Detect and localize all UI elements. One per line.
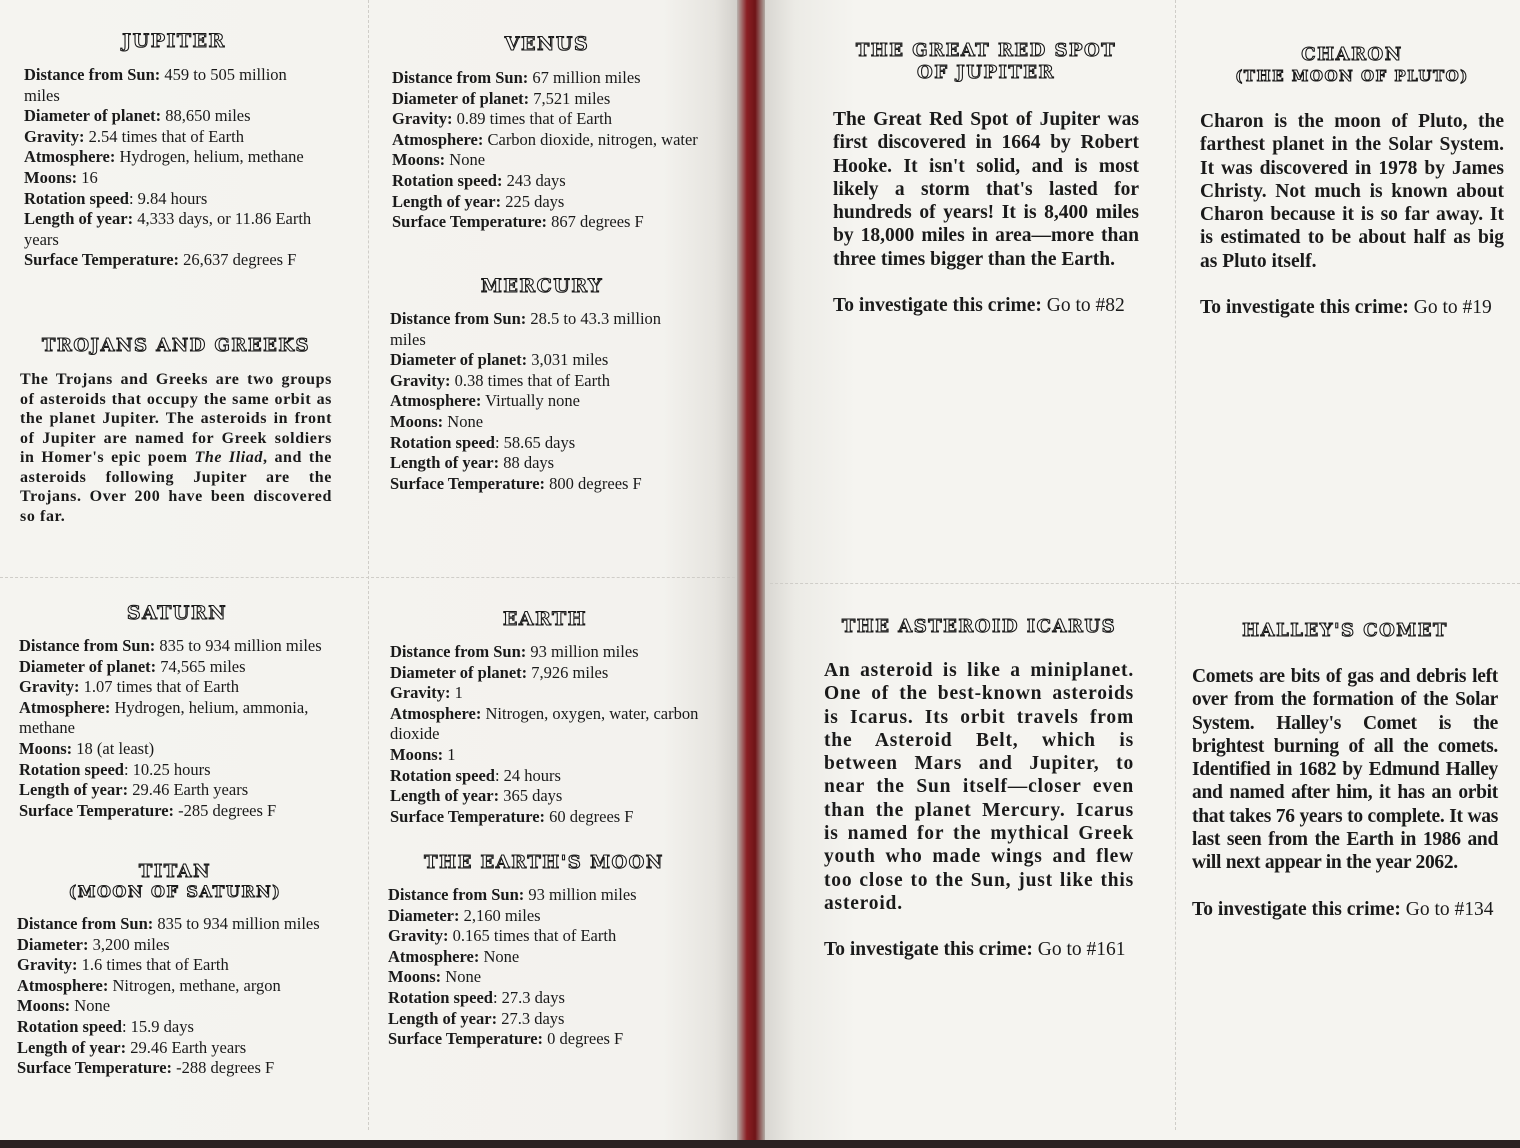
fact-row — [17, 976, 333, 997]
fact-label: Distance from Sun: — [390, 309, 527, 328]
fact-label: Atmosphere: — [24, 147, 116, 167]
fact-row — [388, 967, 700, 988]
cut-line — [0, 577, 735, 578]
fact-value: None — [443, 411, 484, 431]
fact-row — [392, 89, 702, 110]
fact-label: Length of year: — [392, 191, 502, 211]
fact-value: 0.38 times that of Earth — [450, 370, 610, 390]
card-title: MERCURY — [480, 275, 604, 297]
card-title: SATURN — [126, 602, 228, 624]
card-subtitle: OF JUPITER — [917, 62, 1055, 83]
fact-value: 1 — [450, 683, 463, 703]
fact-value: : 27.3 days — [492, 987, 565, 1007]
card-title: TITAN — [138, 861, 212, 882]
fact-row — [390, 663, 700, 684]
fact-label: Surface Temperature: — [19, 800, 175, 820]
fact-value: 27.3 days — [497, 1008, 565, 1028]
fact-list — [17, 914, 333, 1079]
fact-label: Length of year: — [388, 1008, 498, 1028]
fact-label: Length of year: — [17, 1037, 127, 1057]
fact-list — [392, 68, 702, 233]
fact-label: Atmosphere: — [392, 129, 484, 149]
fact-value: 2,160 miles — [459, 905, 541, 925]
fact-row — [390, 642, 700, 663]
fact-value: 2.54 times that of Earth — [84, 126, 244, 146]
fact-row — [390, 433, 694, 454]
fact-label: Atmosphere: — [390, 703, 482, 723]
fact-label: Atmosphere: — [388, 946, 480, 966]
fact-label: Surface Temperature: — [17, 1058, 173, 1078]
fact-value: 3,031 miles — [527, 350, 609, 370]
fact-value: 835 to 934 million miles — [153, 914, 320, 933]
fact-row — [17, 1038, 333, 1059]
fact-list — [388, 885, 700, 1050]
fact-value: 26,637 degrees F — [179, 250, 297, 270]
card-great-red-spot — [833, 40, 1139, 317]
fact-label: Moons: — [19, 738, 73, 758]
fact-value: 60 degrees F — [545, 806, 634, 826]
card-venus — [392, 33, 702, 233]
card-title: EARTH — [502, 608, 588, 630]
fact-label: Rotation speed — [19, 759, 124, 779]
fact-value: Hydrogen, helium, ammonia, methane — [19, 697, 309, 738]
fact-row — [388, 885, 700, 906]
fact-value: Carbon dioxide, nitrogen, water — [483, 129, 698, 149]
fact-label: Surface Temperature: — [24, 250, 180, 270]
investigate-link[interactable]: Go to #161 — [1032, 939, 1126, 961]
fact-row — [24, 250, 324, 271]
fact-row — [390, 412, 694, 433]
fact-value: 800 degrees F — [545, 473, 642, 493]
fact-row — [24, 189, 324, 210]
fact-row — [24, 127, 324, 148]
fact-value: -288 degrees F — [172, 1058, 275, 1078]
fact-label: Gravity: — [390, 370, 451, 390]
fact-value: 28.5 to 43.3 million miles — [390, 309, 662, 349]
fact-value: 29.46 Earth years — [126, 1037, 247, 1057]
fact-value: 16 — [77, 167, 98, 187]
fact-label: Diameter of planet: — [390, 350, 528, 370]
fact-row — [19, 739, 335, 760]
card-mercury — [390, 275, 694, 494]
card-charon — [1200, 44, 1504, 319]
fact-value: 1.07 times that of Earth — [79, 677, 239, 697]
fact-label: Distance from Sun: — [17, 914, 154, 933]
fact-label: Moons: — [390, 744, 444, 764]
fact-row — [388, 926, 700, 947]
fact-label: Moons: — [17, 996, 71, 1016]
fact-row — [392, 192, 702, 213]
fact-list — [390, 309, 694, 494]
card-title: HALLEY'S COMET — [1242, 620, 1448, 641]
fact-row — [17, 1017, 333, 1038]
fact-row — [390, 745, 700, 766]
book-gutter — [737, 0, 765, 1148]
fact-row — [17, 996, 333, 1017]
card-asteroid-icarus — [824, 616, 1134, 961]
fact-label: Distance from Sun: — [390, 642, 527, 661]
fact-label: Rotation speed: — [392, 170, 503, 190]
investigate-link[interactable]: Go to #82 — [1041, 295, 1125, 317]
fact-label: Distance from Sun: — [24, 65, 161, 84]
fact-label: Gravity: — [390, 683, 451, 703]
card-titan — [17, 862, 333, 1079]
fact-row — [388, 1009, 700, 1030]
fact-value: 93 million miles — [524, 885, 637, 904]
fact-label: Diameter of planet: — [392, 88, 530, 108]
card-title: CHARON — [1301, 44, 1403, 65]
fact-label: Atmosphere: — [19, 697, 111, 717]
card-saturn — [19, 602, 335, 821]
fact-list — [24, 65, 324, 271]
fact-value: Nitrogen, methane, argon — [108, 975, 281, 995]
fact-value: None — [70, 996, 111, 1016]
fact-label: Gravity: — [388, 926, 449, 946]
fact-row — [17, 1058, 333, 1079]
investigate-link[interactable]: Go to #19 — [1408, 297, 1492, 319]
fact-list — [390, 642, 700, 827]
card-text — [20, 370, 332, 526]
fact-value: 18 (at least) — [72, 738, 155, 758]
fact-row — [392, 109, 702, 130]
fact-label: Rotation speed — [390, 432, 495, 452]
fact-label: Distance from Sun: — [392, 68, 529, 87]
fact-row — [392, 68, 702, 89]
cut-line — [770, 583, 1520, 584]
fact-label: Gravity: — [24, 126, 85, 146]
fact-row — [390, 309, 694, 350]
fact-row — [390, 766, 700, 787]
fact-label: Rotation speed — [390, 765, 495, 785]
fact-value: : 15.9 days — [121, 1016, 194, 1036]
fact-row — [392, 212, 702, 233]
fact-row — [17, 914, 333, 935]
fact-row — [19, 636, 335, 657]
fact-row — [19, 801, 335, 822]
fact-label: Length of year: — [390, 453, 500, 473]
fact-label: Surface Temperature: — [390, 806, 546, 826]
card-text: An asteroid is like a miniplanet. One of the best-known asteroids is Icarus. Its orbit travels from the Asteroid Belt, which is between Mars and Jupiter, to near the Sun itself—closer even than the planet Mercury. Icarus is named for the mythical Greek youth who made wings and flew too close to the Sun, just like this asteroid. — [824, 660, 1134, 914]
fact-value: Hydrogen, helium, methane — [115, 147, 304, 167]
fact-label: Surface Temperature: — [392, 212, 548, 232]
card-title: THE ASTEROID ICARUS — [841, 616, 1117, 637]
fact-row — [390, 704, 700, 745]
card-text: Charon is the moon of Pluto, the farthest planet in the Solar System. It was discovered in 1978 by James Christy. Not much is known about Charon because it is so far away. It is estimated to be about half as big as Pluto itself. — [1200, 111, 1504, 272]
fact-label: Distance from Sun: — [388, 885, 525, 904]
investigate-line — [1200, 297, 1504, 319]
card-title: JUPITER — [122, 30, 226, 52]
fact-value: 1.6 times that of Earth — [77, 955, 229, 975]
investigate-line — [824, 939, 1134, 961]
fact-label: Gravity: — [17, 955, 78, 975]
fact-value: : 9.84 hours — [128, 188, 208, 208]
investigate-link[interactable]: Go to #134 — [1400, 898, 1494, 920]
fact-value: Virtually none — [481, 391, 580, 411]
fact-value: 3,200 miles — [88, 934, 170, 954]
card-halleys-comet — [1192, 620, 1498, 921]
fact-row — [19, 677, 335, 698]
card-trojans-and-greeks — [20, 335, 332, 526]
fact-row — [17, 955, 333, 976]
fact-label: Rotation speed — [24, 188, 129, 208]
fact-value: 835 to 934 million miles — [155, 636, 322, 655]
fact-value: None — [441, 967, 482, 987]
fact-label: Moons: — [24, 167, 78, 187]
fact-list — [19, 636, 335, 821]
fact-value: 29.46 Earth years — [128, 780, 249, 800]
fact-row — [388, 1029, 700, 1050]
fact-label: Length of year: — [19, 780, 129, 800]
fact-value: 1 — [443, 744, 456, 764]
fact-row — [390, 683, 700, 704]
fact-value: 0.165 times that of Earth — [448, 926, 617, 946]
fact-label: Diameter: — [388, 905, 460, 925]
investigate-label: To investigate this crime: — [1192, 898, 1401, 920]
fact-value: 74,565 miles — [156, 656, 246, 676]
bottom-edge — [0, 1140, 1520, 1148]
fact-value: 867 degrees F — [547, 212, 644, 232]
fact-row — [392, 150, 702, 171]
fact-row — [390, 350, 694, 371]
card-earths-moon — [388, 852, 700, 1050]
fact-label: Length of year: — [24, 209, 134, 229]
card-text: The Great Red Spot of Jupiter was first discovered in 1664 by Robert Hooke. It isn't solid, and is most likely a storm that's lasted for hundreds of years! It is 8,400 miles by 18,000 miles in area—more than three times bigger than the Earth. — [833, 109, 1139, 270]
fact-value: 459 to 505 million miles — [24, 65, 287, 105]
fact-row — [392, 130, 702, 151]
card-subtitle: (MOON OF SATURN) — [68, 882, 282, 901]
fact-row — [24, 65, 324, 106]
fact-label: Moons: — [390, 411, 444, 431]
investigate-label: To investigate this crime: — [824, 939, 1033, 961]
fact-value: 365 days — [499, 786, 563, 806]
investigate-label: To investigate this crime: — [833, 295, 1042, 317]
fact-row — [19, 698, 335, 739]
fact-label: Rotation speed — [17, 1016, 122, 1036]
investigate-line — [833, 295, 1139, 317]
fact-row — [390, 391, 694, 412]
fact-row — [390, 371, 694, 392]
card-title: VENUS — [504, 33, 590, 55]
fact-value: 93 million miles — [526, 642, 639, 661]
card-title: THE GREAT RED SPOT — [855, 40, 1117, 61]
fact-label: Surface Temperature: — [390, 473, 546, 493]
fact-label: Moons: — [392, 150, 446, 170]
card-jupiter — [24, 30, 324, 271]
investigate-line — [1192, 899, 1498, 921]
fact-value: 0 degrees F — [543, 1029, 624, 1049]
fact-label: Gravity: — [392, 109, 453, 129]
text-part: The Trojans and Greeks are two groups of asteroids that occupy the same orbit as the planet Jupiter. The asteroids in front of Jupiter are named for Greek soldiers in Homer's epic poem — [20, 371, 332, 466]
fact-row — [24, 147, 324, 168]
fact-row — [390, 786, 700, 807]
fact-value: 243 days — [502, 170, 566, 190]
fact-value: : 10.25 hours — [123, 759, 211, 779]
fact-row — [19, 760, 335, 781]
fact-row — [390, 453, 694, 474]
fact-value: 0.89 times that of Earth — [452, 109, 612, 129]
fact-row — [19, 780, 335, 801]
fact-row — [24, 209, 324, 250]
fact-value: 88,650 miles — [161, 106, 251, 126]
fact-row — [388, 947, 700, 968]
fact-value: None — [479, 946, 520, 966]
fact-label: Diameter: — [17, 934, 89, 954]
fact-label: Atmosphere: — [17, 975, 109, 995]
fact-label: Moons: — [388, 967, 442, 987]
fact-value: 4,333 days, or 11.86 Earth years — [24, 209, 312, 249]
fact-row — [388, 988, 700, 1009]
investigate-label: To investigate this crime: — [1200, 297, 1409, 319]
book-title: The Iliad — [194, 449, 263, 466]
fact-value: 225 days — [501, 191, 565, 211]
text-part: , and the asteroids following Jupiter are the Trojans. Over 200 have been discovered so far. — [20, 449, 333, 525]
fact-row — [392, 171, 702, 192]
cut-line — [1175, 0, 1176, 1130]
fact-label: Diameter of planet: — [390, 662, 528, 682]
fact-row — [19, 657, 335, 678]
fact-value: None — [445, 150, 486, 170]
fact-label: Length of year: — [390, 786, 500, 806]
fact-label: Atmosphere: — [390, 391, 482, 411]
fact-value: 7,926 miles — [527, 662, 609, 682]
card-title: THE EARTH'S MOON — [424, 852, 664, 873]
fact-label: Rotation speed — [388, 987, 493, 1007]
card-title: TROJANS AND GREEKS — [42, 335, 310, 356]
fact-value: : 58.65 days — [494, 432, 576, 452]
fact-value: 7,521 miles — [529, 88, 611, 108]
fact-label: Distance from Sun: — [19, 636, 156, 655]
fact-label: Diameter of planet: — [19, 656, 157, 676]
cut-line — [368, 0, 369, 1130]
fact-value: 88 days — [499, 453, 555, 473]
fact-value: Nitrogen, oxygen, water, carbon dioxide — [390, 703, 699, 744]
card-earth — [390, 608, 700, 827]
fact-row — [388, 906, 700, 927]
card-text: Comets are bits of gas and debris left over from the formation of the Solar System. Halley's Comet is the brightest burning of all the comets. Identified in 1682 by Edmund Halley and named after him, it has an orbit that takes 76 years to complete. It was last seen from the Earth in 1986 and will next appear in the year 2062. — [1192, 666, 1498, 874]
fact-label: Surface Temperature: — [388, 1029, 544, 1049]
fact-label: Gravity: — [19, 677, 80, 697]
fact-row — [390, 474, 694, 495]
fact-value: : 24 hours — [494, 765, 561, 785]
fact-row — [24, 106, 324, 127]
fact-row — [390, 807, 700, 828]
fact-row — [17, 935, 333, 956]
card-subtitle: (THE MOON OF PLUTO) — [1235, 67, 1469, 85]
fact-value: -285 degrees F — [174, 800, 277, 820]
fact-value: 67 million miles — [528, 68, 641, 87]
fact-label: Diameter of planet: — [24, 106, 162, 126]
fact-row — [24, 168, 324, 189]
